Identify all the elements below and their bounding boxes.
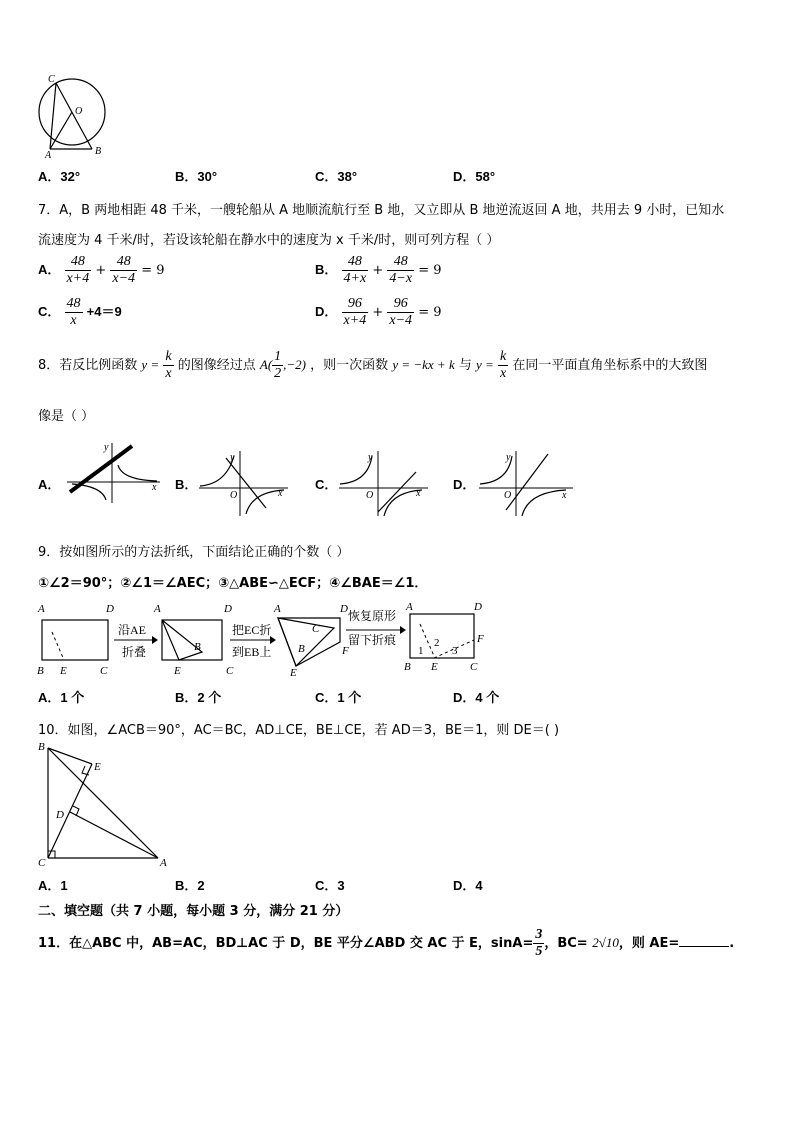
q8-option-a[interactable]: A．	[38, 477, 61, 492]
svg-text:y: y	[368, 452, 373, 463]
svg-text:D: D	[474, 601, 482, 613]
svg-text:1: 1	[418, 645, 424, 657]
svg-text:B: B	[298, 643, 305, 655]
q9-option-c[interactable]: C．1 个	[315, 690, 362, 705]
svg-text:E: E	[290, 667, 297, 678]
q10-option-c[interactable]: C．3	[315, 878, 345, 893]
svg-text:2: 2	[434, 637, 440, 649]
svg-text:O: O	[366, 490, 374, 501]
q9-stem-line1: 9．按如图所示的方法折纸，下面结论正确的个数（ ）	[38, 545, 350, 560]
q8-graph-d	[476, 448, 576, 518]
section-heading: 二、填空题（共 7 小题，每小题 3 分，满分 21 分）	[38, 904, 349, 919]
svg-text:E: E	[60, 665, 67, 677]
svg-text:D: D	[56, 809, 64, 821]
q7-option-c[interactable]: C． $\frac{48}{x}$ +4＝9	[38, 296, 122, 328]
svg-text:C: C	[312, 623, 320, 635]
q10-option-b[interactable]: B．2	[175, 878, 205, 893]
label-B: B	[95, 146, 102, 157]
svg-text:留下折痕: 留下折痕	[348, 633, 397, 647]
q8-option-c[interactable]: C．	[315, 477, 338, 492]
svg-text:E: E	[94, 761, 101, 773]
svg-text:B: B	[194, 641, 201, 653]
svg-text:D: D	[340, 603, 348, 615]
svg-text:x: x	[278, 488, 283, 499]
svg-text:C: C	[470, 661, 478, 673]
q7-option-d[interactable]: D． $\frac{96}{x+4}$ + $\frac{96}{x-4}$ = 9	[315, 296, 442, 328]
svg-text:A: A	[406, 601, 413, 613]
answer-blank[interactable]	[679, 946, 729, 947]
svg-text:沿AE: 沿AE	[118, 623, 146, 637]
svg-text:E: E	[431, 661, 438, 673]
svg-text:C: C	[100, 665, 108, 677]
q7-option-a[interactable]: A． $\frac{48}{x+4}$ + $\frac{48}{x-4}$ = 9	[38, 254, 165, 286]
svg-text:y: y	[230, 452, 235, 463]
svg-text:F: F	[342, 645, 349, 657]
svg-text:E: E	[174, 665, 181, 677]
q8-stem-line2: 像是（ ）	[38, 409, 95, 424]
svg-text:x: x	[416, 488, 421, 499]
svg-text:y: y	[506, 452, 511, 463]
svg-text:x: x	[562, 490, 567, 501]
svg-text:B: B	[37, 665, 44, 677]
svg-text:B: B	[38, 741, 45, 753]
q7-stem-line1: 7．A，B 两地相距 48 千米，一艘轮船从 A 地顺流航行至 B 地，又立即从 B 地逆流返回 A 地，共用去 9 小时，已知水	[38, 203, 725, 218]
svg-text:F: F	[477, 633, 484, 645]
svg-text:D: D	[106, 603, 114, 615]
svg-text:把EC折: 把EC折	[232, 623, 272, 637]
svg-text:到EB上: 到EB上	[232, 645, 272, 659]
svg-text:O: O	[230, 490, 238, 501]
svg-text:O: O	[504, 490, 512, 501]
q7-stem-line2: 流速度为 4 千米/时，若设该轮船在静水中的速度为 x 千米/时，则可列方程（ ）	[38, 233, 500, 248]
q7-option-b[interactable]: B． $\frac{48}{4+x}$ + $\frac{48}{4-x}$ = 9	[315, 254, 442, 286]
q8-graph-c	[336, 448, 431, 518]
q11-stem: 11．在△ABC 中，AB=AC，BD⊥AC 于 D，BE 平分∠ABD 交 AC 于 E，sinA= $\frac{3}{5}$ ，BC= 2√10，则 AE= .	[38, 927, 735, 959]
q6-option-b[interactable]: B．30°	[175, 169, 218, 184]
q10-option-a[interactable]: A．1	[38, 878, 68, 893]
q8-stem-line1: 8．若反比例函数 y = $\frac{k}{x}$ 的图像经过点 A( $\frac{1}{2}$ ,−2) ，则一次函数 y = −kx + k 与 y = $\frac{k}{x}$ 在同一平面直角坐标系中的大致图	[38, 349, 708, 381]
triangle-figure	[34, 738, 174, 868]
svg-text:B: B	[404, 661, 411, 673]
svg-text:C: C	[226, 665, 234, 677]
svg-text:恢复原形: 恢复原形	[348, 609, 397, 623]
svg-text:3: 3	[452, 645, 458, 657]
q6-option-c[interactable]: C．38°	[315, 169, 358, 184]
q10-stem: 10．如图，∠ACB＝90°，AC＝BC，AD⊥CE，BE⊥CE，若 AD＝3，BE＝1，则 DE＝( )	[38, 723, 560, 738]
svg-text:A: A	[38, 603, 45, 615]
svg-text:y: y	[104, 442, 109, 453]
svg-text:A: A	[154, 603, 161, 615]
svg-text:A: A	[160, 857, 167, 868]
q9-stem-line2: ①∠2＝90°；②∠1＝∠AEC；③△ABE∽△ECF；④∠BAE＝∠1．	[38, 576, 428, 591]
fold-diagram	[34, 600, 494, 678]
q8-graph-a	[62, 440, 162, 505]
q10-option-d[interactable]: D．4	[453, 878, 483, 893]
q9-option-d[interactable]: D．4 个	[453, 690, 500, 705]
svg-text:D: D	[224, 603, 232, 615]
svg-text:折叠: 折叠	[122, 645, 147, 659]
q6-option-d[interactable]: D．58°	[453, 169, 496, 184]
q8-option-d[interactable]: D．	[453, 477, 476, 492]
q9-option-a[interactable]: A．1 个	[38, 690, 85, 705]
q8-option-b[interactable]: B．	[175, 477, 198, 492]
label-A: A	[45, 150, 52, 161]
label-O: O	[75, 106, 83, 117]
q8-graph-b	[196, 448, 291, 518]
q6-option-a[interactable]: A．32°	[38, 169, 81, 184]
svg-text:A: A	[274, 603, 281, 615]
circle-figure	[30, 72, 120, 162]
svg-text:C: C	[38, 857, 46, 868]
label-C: C	[48, 74, 55, 85]
svg-text:x: x	[152, 482, 157, 493]
q9-option-b[interactable]: B．2 个	[175, 690, 222, 705]
